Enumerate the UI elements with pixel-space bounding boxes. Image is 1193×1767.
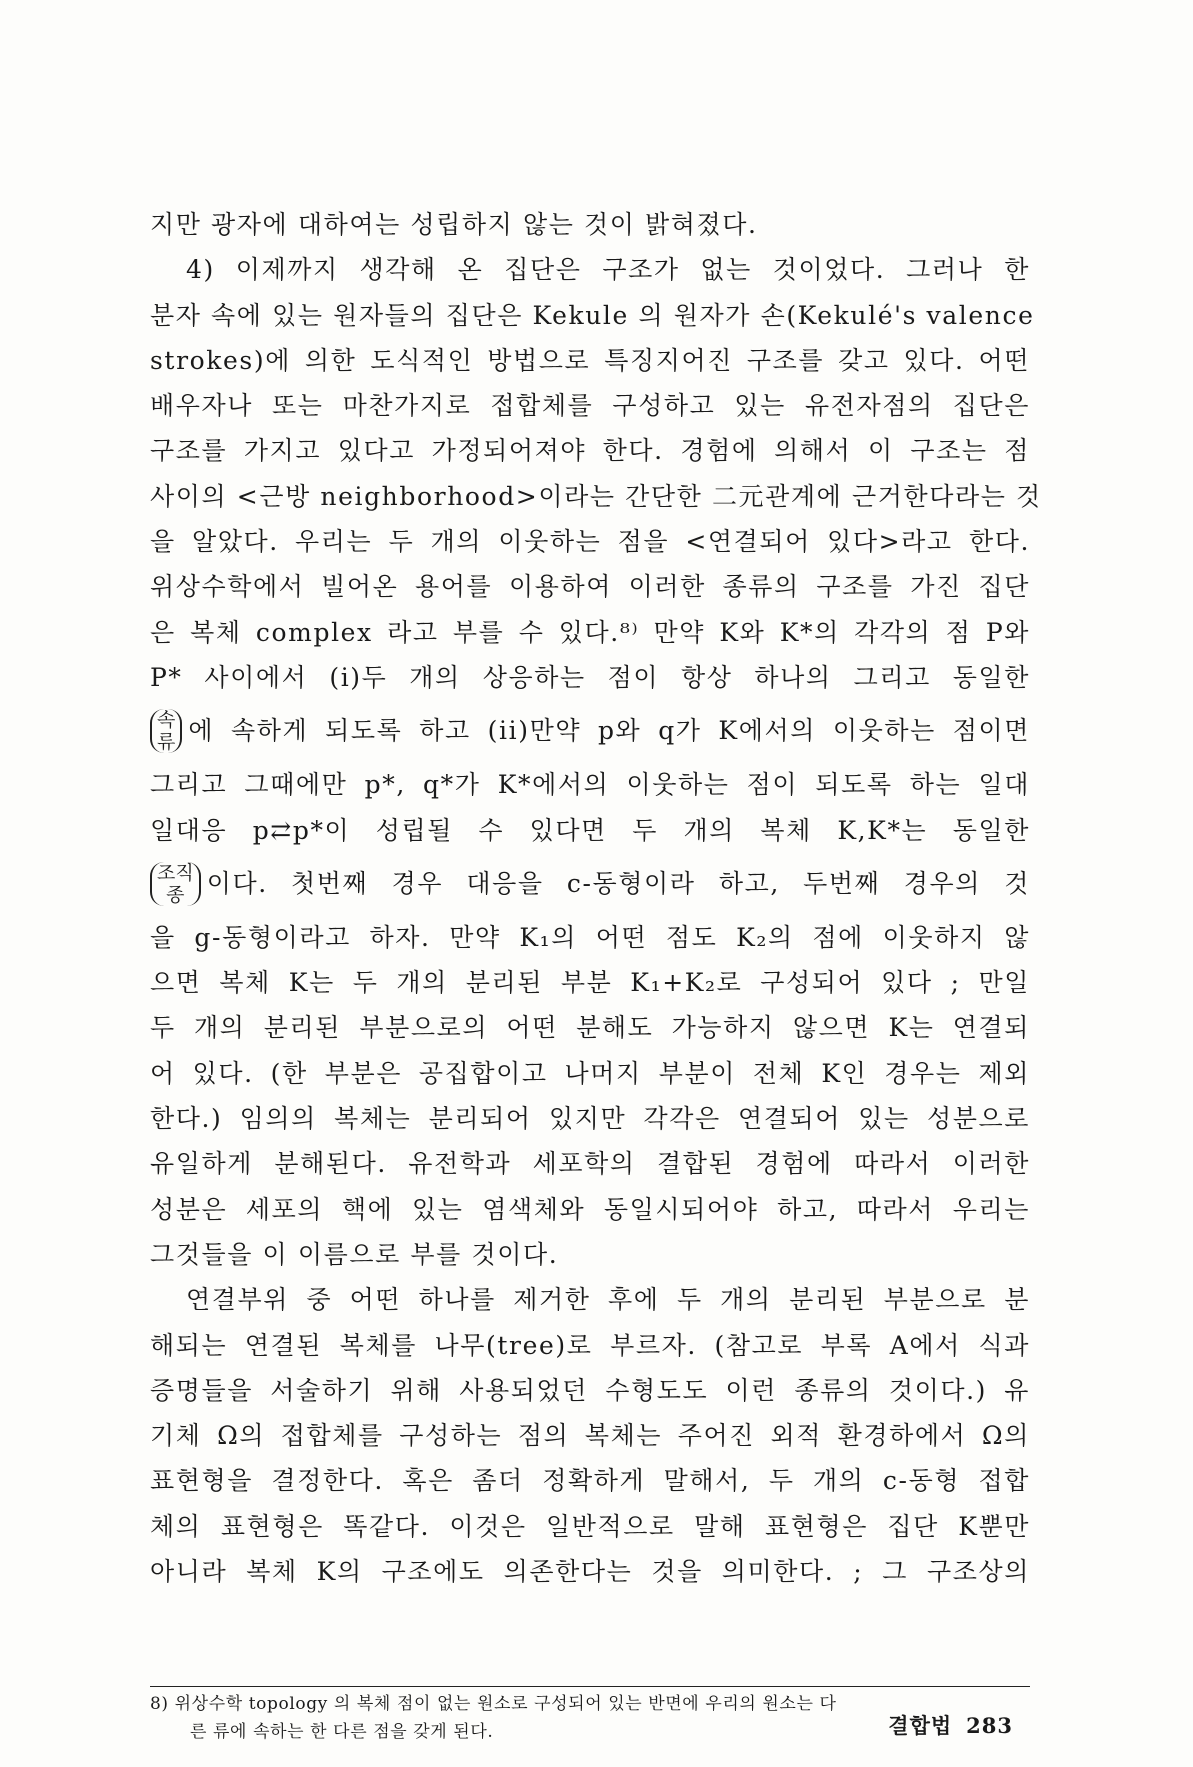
text-line: 성분은 세포의 핵에 있는 염색체와 동일시되어야 하고, 따라서 우리는: [150, 1194, 1030, 1224]
text-line: 유일하게 분해된다. 유전학과 세포학의 결합된 경험에 따라서 이러한: [150, 1149, 1030, 1179]
text-line: 위상수학에서 빌어온 용어를 이용하여 이러한 종류의 구조를 가진 집단: [150, 572, 1030, 602]
brace-line: [150, 700, 1030, 762]
text-line: 분자 속에 있는 원자들의 집단은 Kekule 의 원자가 손(Kekulé's valence: [150, 300, 1035, 330]
text-line: 어 있다. (한 부분은 공집합이고 나머지 부분이 전체 K인 경우는 제외: [150, 1058, 1030, 1088]
text-line: 아니라 복체 K의 구조에도 의존한다는 것을 의미한다. ; 그 구조상의: [150, 1557, 1030, 1587]
brace-option-top: 조직: [157, 861, 194, 884]
text-line: 해되는 연결된 복체를 나무(tree)로 부르자. (참고로 부록 A에서 식과: [150, 1330, 1030, 1360]
text-line: 표현형을 결정한다. 혹은 좀더 정확하게 말해서, 두 개의 c-동형 접합: [150, 1466, 1030, 1496]
brace-option-bottom: 종: [166, 883, 185, 906]
text-line: 을 g-동형이라고 하자. 만약 K₁의 어떤 점도 K₂의 점에 이웃하지 않: [150, 922, 1030, 952]
brace-line-text: 에 속하게 되도록 하고 (ii)만약 p와 q가 K에서의 이웃하는 점이면: [188, 716, 1030, 746]
text-line: 구조를 가지고 있다고 가정되어져야 한다. 경험에 의해서 이 구조는 점: [150, 436, 1030, 466]
text-line: strokes)에 의한 도식적인 방법으로 특징지어진 구조를 갖고 있다. 어떤: [150, 345, 1030, 375]
text-line: 사이의 <근방 neighborhood>이라는 간단한 二元관계에 근거한다라는 것: [150, 481, 1042, 511]
footnote-divider: [150, 1686, 1030, 1687]
text-line: 증명들을 서술하기 위해 사용되었던 수형도도 이런 종류의 것이다.) 유: [150, 1375, 1030, 1405]
text-line: 4) 이제까지 생각해 온 집단은 구조가 없는 것이었다. 그러나 한: [186, 255, 1030, 285]
brace-line-text: 이다. 첫번째 경우 대응을 c-동형이라 하고, 두번째 경우의 것: [206, 868, 1030, 898]
text-line: 한다.) 임의의 복체는 분리되어 있지만 각각은 연결되어 있는 성분으로: [150, 1104, 1030, 1134]
text-line: 을 알았다. 우리는 두 개의 이웃하는 점을 <연결되어 있다>라고 한다.: [150, 527, 1030, 557]
footnote-line: 른 류에 속하는 한 다른 점을 갖게 된다.: [190, 1722, 494, 1742]
brace-option-top: 속: [157, 709, 176, 732]
body-text: [150, 202, 1042, 1594]
text-line: P* 사이에서 (i)두 개의 상응하는 점이 항상 하나의 그리고 동일한: [150, 662, 1030, 692]
brace-choice: [150, 862, 201, 906]
brace-choice: [150, 709, 182, 753]
brace-option-bottom: 류: [157, 731, 176, 754]
text-line: 그리고 그때에만 p*, q*가 K*에서의 이웃하는 점이 되도록 하는 일대: [150, 770, 1030, 800]
running-footer: [888, 1710, 1013, 1740]
text-line: 지만 광자에 대하여는 성립하지 않는 것이 밝혀졌다.: [150, 210, 758, 239]
text-line: 그것들을 이 이름으로 부를 것이다.: [150, 1239, 559, 1269]
page-number: 283: [966, 1713, 1013, 1738]
text-line: 은 복체 complex 라고 부를 수 있다.⁸⁾ 만약 K와 K*의 각각의 점 P와: [150, 617, 1030, 647]
text-line: 연결부위 중 어떤 하나를 제거한 후에 두 개의 분리된 부분으로 분: [186, 1285, 1030, 1315]
text-line: 두 개의 분리된 부분으로의 어떤 분해도 가능하지 않으면 K는 연결되: [150, 1013, 1030, 1043]
text-line: 일대응 p⇄p*이 성립될 수 있다면 두 개의 복체 K,K*는 동일한: [150, 815, 1030, 845]
brace-line: [150, 853, 1030, 915]
footer-title: 결합법: [888, 1713, 953, 1738]
footnote-line: 8) 위상수학 topology 의 복체 점이 없는 원소로 구성되어 있는 반면에 우리의 원소는 다: [150, 1694, 837, 1714]
text-line: 체의 표현형은 똑같다. 이것은 일반적으로 말해 표현형은 집단 K뿐만: [150, 1511, 1030, 1541]
text-line: 배우자나 또는 마찬가지로 접합체를 구성하고 있는 유전자점의 집단은: [150, 391, 1030, 421]
text-line: 으면 복체 K는 두 개의 분리된 부분 K₁+K₂로 구성되어 있다 ; 만일: [150, 968, 1030, 998]
text-line: 기체 Ω의 접합체를 구성하는 점의 복체는 주어진 외적 환경하에서 Ω의: [150, 1421, 1030, 1451]
